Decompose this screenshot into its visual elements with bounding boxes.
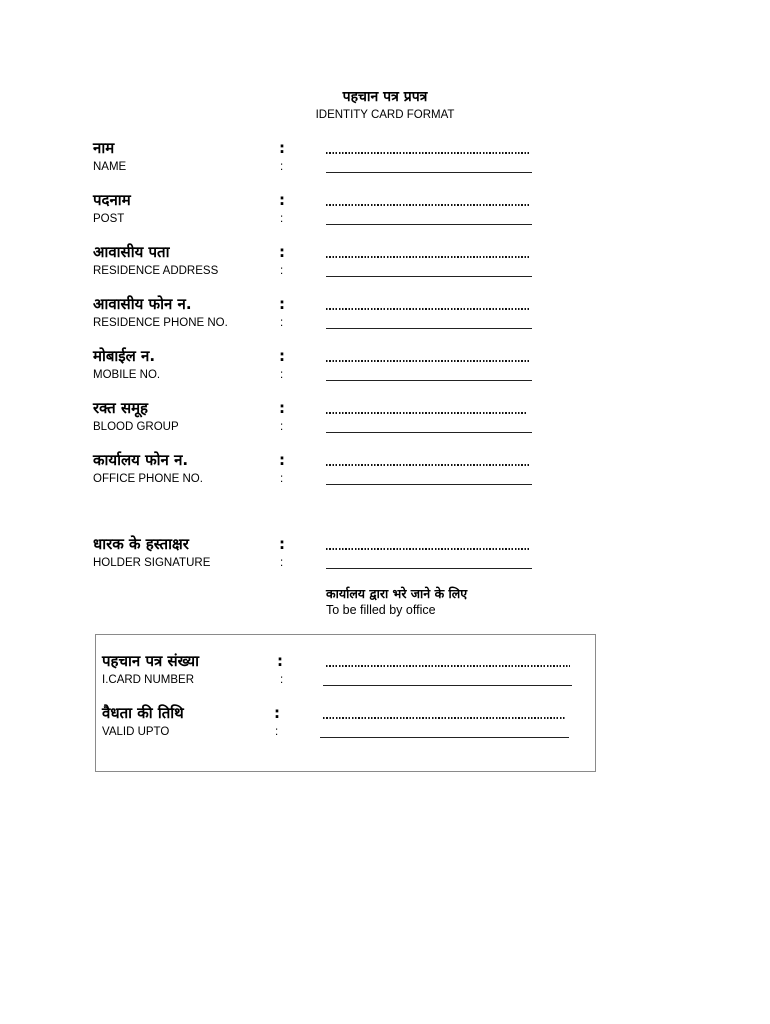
separator-colon: : [279,535,285,553]
form-title-hindi: पहचान पत्र प्रपत्र [342,89,428,105]
separator-colon: : [280,369,284,381]
dotted-fill-line [326,665,570,667]
separator-colon: : [280,557,284,569]
separator-colon: : [277,652,283,670]
office-use-box [95,634,596,772]
underline-fill-line [326,380,532,381]
separator-colon: : [280,674,284,686]
field-label-english: OFFICE PHONE NO. [93,473,203,485]
underline-fill-line [326,568,532,569]
field-residence-phone [93,295,563,335]
dotted-fill-line [326,360,530,362]
separator-colon: : [279,139,285,157]
field-label-hindi: पदनाम [93,191,131,209]
field-label-hindi: कार्यालय फोन न. [93,451,189,469]
separator-colon: : [279,399,285,417]
underline-fill-line [323,685,572,686]
separator-colon: : [279,451,285,469]
office-use-note-english: To be filled by office [326,603,436,617]
dotted-fill-line [326,464,530,466]
field-label-english: NAME [93,161,127,173]
field-label-english: VALID UPTO [102,726,170,738]
separator-colon: : [274,704,280,722]
field-label-english: RESIDENCE PHONE NO. [93,317,228,329]
separator-colon: : [280,161,284,173]
underline-fill-line [326,484,532,485]
separator-colon: : [280,265,284,277]
dotted-fill-line [326,308,530,310]
underline-fill-line [326,432,532,433]
underline-fill-line [320,737,569,738]
field-label-english: I.CARD NUMBER [102,674,195,686]
field-holder-signature [93,535,563,575]
dotted-fill-line [323,717,565,719]
form-title-english: IDENTITY CARD FORMAT [315,109,455,121]
field-label-hindi: आवासीय फोन न. [93,295,192,313]
underline-fill-line [326,224,532,225]
field-label-hindi: पहचान पत्र संख्या [102,652,199,670]
field-blood-group [93,399,563,439]
office-use-note-hindi: कार्यालय द्वारा भरे जाने के लिए [326,586,468,601]
separator-colon: : [280,473,284,485]
field-label-english: MOBILE NO. [93,369,161,381]
field-residence-address [93,243,563,283]
dotted-fill-line [326,412,526,414]
field-label-hindi: मोबाईल न. [93,347,156,365]
underline-fill-line [326,172,532,173]
separator-colon: : [280,421,284,433]
field-icard-number [102,652,572,692]
dotted-fill-line [326,256,530,258]
field-name [93,139,563,179]
field-label-hindi: धारक के हस्ताक्षर [93,535,189,553]
separator-colon: : [279,295,285,313]
field-label-english: POST [93,213,125,225]
field-label-english: HOLDER SIGNATURE [93,557,211,569]
dotted-fill-line [326,152,530,154]
separator-colon: : [280,317,284,329]
field-label-hindi: नाम [93,139,115,157]
underline-fill-line [326,328,532,329]
separator-colon: : [279,191,285,209]
dotted-fill-line [326,204,530,206]
separator-colon: : [275,726,279,738]
field-label-hindi: वैधता की तिथि [102,704,184,722]
separator-colon: : [280,213,284,225]
field-mobile [93,347,563,387]
field-office-phone [93,451,563,491]
field-label-hindi: रक्त समूह [93,399,149,417]
field-label-english: RESIDENCE ADDRESS [93,265,219,277]
separator-colon: : [279,347,285,365]
field-label-english: BLOOD GROUP [93,421,179,433]
field-label-hindi: आवासीय पता [93,243,170,261]
field-valid-upto [102,704,572,744]
field-post [93,191,563,231]
underline-fill-line [326,276,532,277]
separator-colon: : [279,243,285,261]
dotted-fill-line [326,548,530,550]
